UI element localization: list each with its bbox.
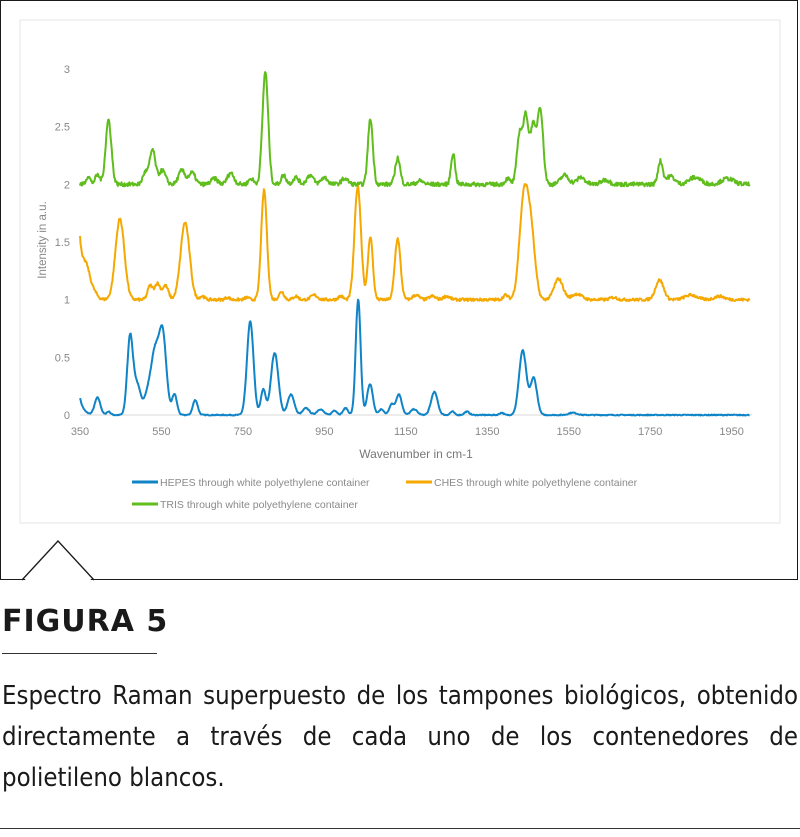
figure-label: FIGURA 5 — [2, 604, 169, 639]
x-tick-label: 350 — [70, 426, 90, 438]
y-tick-label: 2.5 — [54, 121, 70, 134]
legend — [132, 477, 638, 511]
y-axis — [55, 64, 70, 422]
legend-label: HEPES through white polyethylene container — [160, 477, 370, 489]
x-tick-label: 1350 — [475, 426, 500, 438]
figure-caption: Espectro Raman superpuesto de los tampones biológicos, obtenido directamente a través de cada uno de los contenedores de polietileno blancos. — [2, 681, 798, 793]
y-tick-label: 1 — [63, 294, 70, 307]
legend-label: CHES through white polyethylene container — [434, 477, 638, 489]
y-tick-label: 1.5 — [54, 237, 70, 249]
x-tick-label: 950 — [315, 426, 334, 438]
legend-label: TRIS through white polyethylene container — [160, 499, 358, 511]
y-tick-label: 0.5 — [54, 352, 70, 365]
x-tick-label: 1750 — [637, 426, 663, 438]
x-axis-title: Wavenumber in cm-1 — [359, 447, 473, 461]
series-line-2 — [80, 184, 750, 301]
y-tick-label: 2 — [63, 179, 70, 192]
series-line-1 — [80, 300, 750, 416]
series-line-3 — [80, 72, 750, 186]
x-tick-label: 1150 — [393, 426, 418, 438]
x-axis — [71, 426, 744, 438]
x-tick-label: 550 — [152, 426, 171, 438]
bottom-divider — [0, 828, 800, 829]
series-lines — [80, 72, 750, 415]
x-tick-label: 1550 — [556, 426, 581, 438]
y-tick-label: 3 — [63, 64, 70, 76]
x-tick-label: 750 — [233, 426, 253, 438]
y-axis-title: Intensity in a.u. — [37, 201, 49, 279]
figure-label-underline — [2, 653, 157, 654]
y-tick-label: 0 — [63, 410, 70, 422]
x-tick-label: 1950 — [719, 426, 744, 438]
